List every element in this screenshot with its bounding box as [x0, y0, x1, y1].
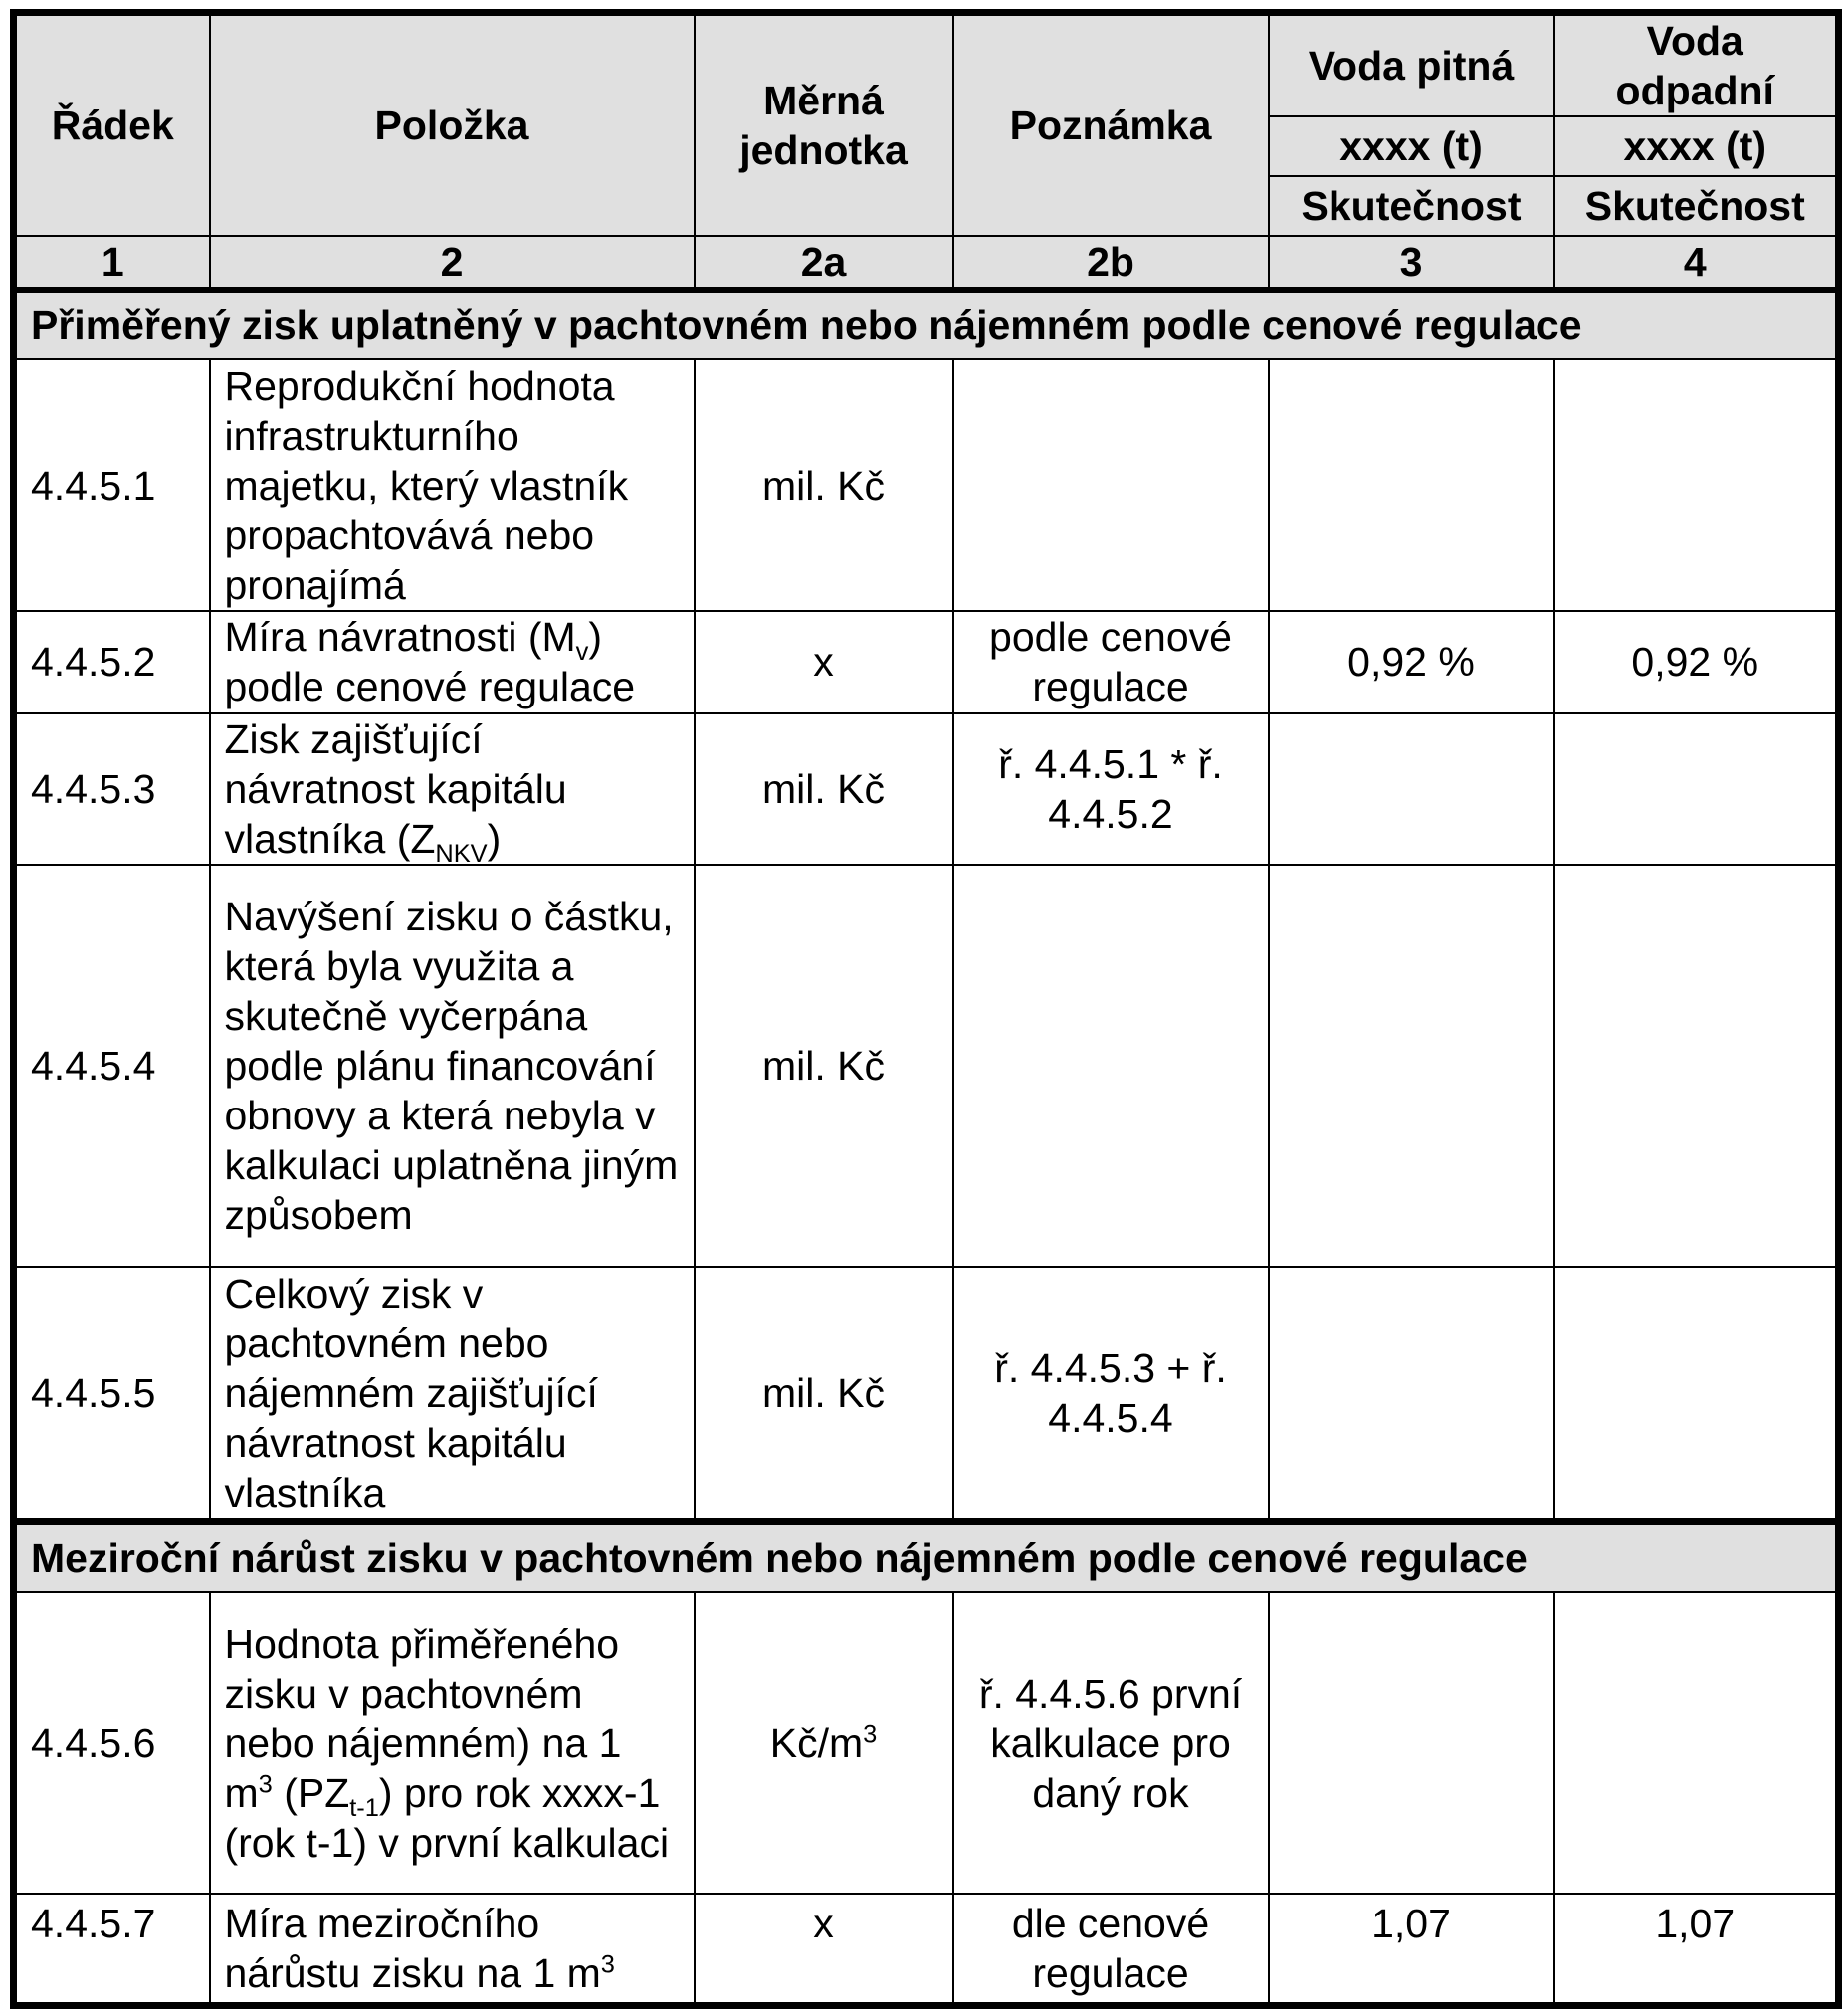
row-note	[953, 865, 1269, 1267]
header-voda-pitna: Voda pitná	[1269, 13, 1554, 117]
row-note: dle cenové regulace	[953, 1894, 1269, 2005]
row-item: Hodnota přiměřeného zisku v pachtovném nebo nájemném) na 1 $m^3$ $(PZ_{t-1})$ pro rok xxxx-1 (rok t-1) v první kalkulaci	[210, 1592, 695, 1894]
row-id: 4.4.5.3	[14, 713, 210, 865]
row-value-3	[1269, 713, 1554, 865]
row-item: Míra návratnosti $(M_v)$ podle cenové regulace	[210, 611, 695, 713]
row-id: 4.4.5.2	[14, 611, 210, 713]
section-title-2: Meziroční nárůst zisku v pachtovném nebo nájemném podle cenové regulace	[14, 1521, 1839, 1592]
row-note	[953, 359, 1269, 610]
row-unit: mil. Kč	[695, 713, 953, 865]
row-id: 4.4.5.4	[14, 865, 210, 1267]
row-item: Navýšení zisku o částku, která byla využita a skutečně vyčerpána podle plánu financování obnovy a která nebyla v kalkulaci uplatněna jiným způsobem	[210, 865, 695, 1267]
row-value-3	[1269, 1267, 1554, 1521]
table-row	[14, 1592, 1839, 1894]
col-number-2: 2	[210, 236, 695, 290]
col-number-2b: 2b	[953, 236, 1269, 290]
row-value-4	[1554, 1592, 1839, 1894]
header-polozka: Položka	[210, 13, 695, 237]
section-title-1: Přiměřený zisk uplatněný v pachtovném nebo nájemném podle cenové regulace	[14, 290, 1839, 359]
row-value-4	[1554, 1267, 1839, 1521]
table-row	[14, 1267, 1839, 1521]
table-row	[14, 611, 1839, 713]
col-number-2a: 2a	[695, 236, 953, 290]
row-item: Míra meziročního nárůstu zisku na 1 $m^3$	[210, 1894, 695, 2005]
header-year-3: xxxx (t)	[1269, 116, 1554, 176]
row-value-4	[1554, 865, 1839, 1267]
row-item: Reprodukční hodnota infrastrukturního majetku, který vlastník propachtovává nebo pronajímá	[210, 359, 695, 610]
row-note: ř. 4.4.5.3 + ř. 4.4.5.4	[953, 1267, 1269, 1521]
header-poznamka: Poznámka	[953, 13, 1269, 237]
row-value-4	[1554, 713, 1839, 865]
header-voda-odpadni: Voda odpadní	[1554, 13, 1839, 117]
header-year-4: xxxx (t)	[1554, 116, 1839, 176]
table-row	[14, 713, 1839, 865]
row-item: Celkový zisk v pachtovném nebo nájemném zajišťující návratnost kapitálu vlastníka	[210, 1267, 695, 1521]
table-row	[14, 1894, 1839, 2005]
row-value-4: 0,92 %	[1554, 611, 1839, 713]
row-id: 4.4.5.6	[14, 1592, 210, 1894]
row-id: 4.4.5.5	[14, 1267, 210, 1521]
row-unit: mil. Kč	[695, 865, 953, 1267]
row-id: 4.4.5.7	[14, 1894, 210, 2005]
row-value-3: 1,07	[1269, 1894, 1554, 2005]
row-value-3	[1269, 865, 1554, 1267]
table-row	[14, 865, 1839, 1267]
header-kind-3: Skutečnost	[1269, 176, 1554, 236]
row-note: ř. 4.4.5.1 * ř. 4.4.5.2	[953, 713, 1269, 865]
row-note: podle cenové regulace	[953, 611, 1269, 713]
row-value-3: 0,92 %	[1269, 611, 1554, 713]
row-note: ř. 4.4.5.6 první kalkulace pro daný rok	[953, 1592, 1269, 1894]
row-unit: $Kč/m^3$	[695, 1592, 953, 1894]
row-value-3	[1269, 359, 1554, 610]
col-number-1: 1	[14, 236, 210, 290]
row-id: 4.4.5.1	[14, 359, 210, 610]
row-unit: x	[695, 1894, 953, 2005]
row-item: Zisk zajišťující návratnost kapitálu vlastníka $(Z_{NKV})$	[210, 713, 695, 865]
col-number-3: 3	[1269, 236, 1554, 290]
row-unit: mil. Kč	[695, 1267, 953, 1521]
header-kind-4: Skutečnost	[1554, 176, 1839, 236]
table-row	[14, 359, 1839, 610]
header-radek: Řádek	[14, 13, 210, 237]
row-value-3	[1269, 1592, 1554, 1894]
row-unit: x	[695, 611, 953, 713]
col-number-4: 4	[1554, 236, 1839, 290]
row-unit: mil. Kč	[695, 359, 953, 610]
header-merna-jednotka: Měrná jednotka	[695, 13, 953, 237]
row-value-4	[1554, 359, 1839, 610]
row-value-4: 1,07	[1554, 1894, 1839, 2005]
price-regulation-table	[10, 9, 1842, 2009]
